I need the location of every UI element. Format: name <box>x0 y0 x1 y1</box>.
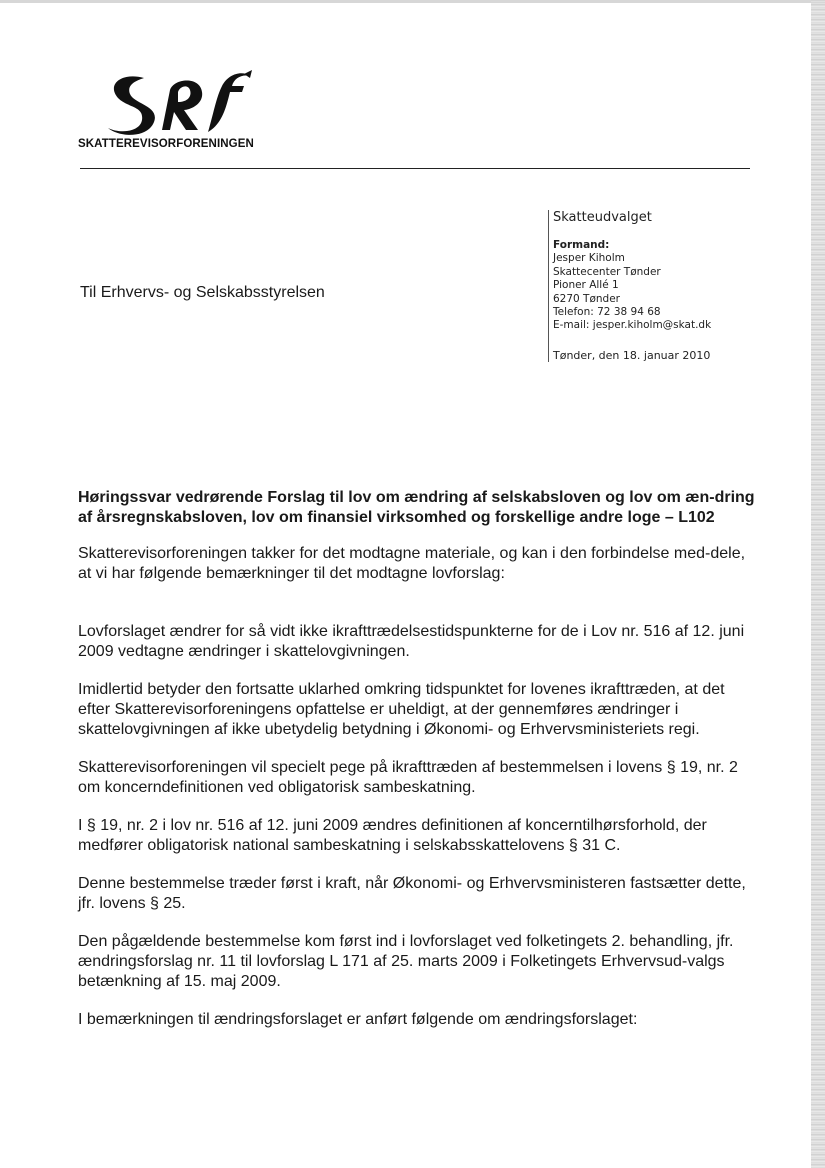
header-divider <box>80 168 750 169</box>
paragraph-1: Lovforslaget ændrer for så vidt ikke ikrafttrædelsestidspunkterne for de i Lov nr. 516 af 12. juni 2009 vedtagne ændringer i skattelovgivningen. <box>78 623 745 660</box>
sender-department: Skatteudvalget <box>553 210 652 225</box>
paragraph-intro: Skatterevisorforeningen takker for det modtagne materiale, og kan i den forbindelse med-dele, at vi har følgende bemærkninger til det modtagne lovforslag: <box>78 545 746 582</box>
sender-phone: Telefon: 72 38 94 68 <box>553 306 661 319</box>
organization-name: SKATTEREVISORFORENINGEN <box>78 138 254 150</box>
paragraph-3: Skatterevisorforeningen vil specielt pege på ikrafttræden af bestemmelsen i lovens § 19, nr. 2 om koncerndefinitionen ved obligatorisk sambeskatning. <box>78 759 738 796</box>
sender-office: Skattecenter Tønder <box>553 265 661 278</box>
sender-name: Jesper Kiholm <box>553 252 625 265</box>
organization-logo <box>78 62 278 152</box>
sender-email: E-mail: jesper.kiholm@skat.dk <box>553 319 712 332</box>
recipient: Til Erhvervs- og Selskabsstyrelsen <box>80 284 325 301</box>
letter-body <box>78 488 758 1048</box>
srf-logo-mark-icon <box>104 68 254 140</box>
paragraph-6: Den pågældende bestemmelse kom først ind i lovforslaget ved folketingets 2. behandling, jfr. ændringsforslag nr. 11 til lovforslag L 171 af 25. marts 2009 i Folketingets Erhvervsud-valgs betænkning af 15. maj 2009. <box>78 933 734 990</box>
sender-block <box>548 210 773 362</box>
paragraph-4: I § 19, nr. 2 i lov nr. 516 af 12. juni 2009 ændres definitionen af koncerntilhørsforhold, der medfører obligatorisk national sambeskatning i selskabsskattelovens § 31 C. <box>78 817 707 854</box>
paragraph-7: I bemærkningen til ændringsforslaget er anført følgende om ændringsforslaget: <box>78 1011 638 1028</box>
paragraph-5: Denne bestemmelse træder først i kraft, når Økonomi- og Erhvervsministeren fastsætter dette, jfr. lovens § 25. <box>78 875 746 912</box>
sender-role: Formand: <box>553 239 610 251</box>
paragraph-2: Imidlertid betyder den fortsatte uklarhed omkring tidspunktet for lovenes ikrafttræden, at det efter Skatterevisorforeningens opfattelse er uheldigt, at der gennemføres ændringer i skattelovgivningen af ikke ubetydelig betydning i Økonomi- og Erhvervsministeriets regi. <box>78 681 725 738</box>
letter-date: Tønder, den 18. januar 2010 <box>553 348 711 362</box>
scan-right-edge <box>811 0 825 1168</box>
scan-top-edge <box>0 0 825 3</box>
sender-street: Pioner Allé 1 <box>553 279 619 292</box>
sender-postal: 6270 Tønder <box>553 292 620 305</box>
letter-subject: Høringssvar vedrørende Forslag til lov om ændring af selskabsloven og lov om æn-dring af årsregnskabsloven, lov om finansiel virksomhed og forskellige andre loge – L102 <box>78 489 755 526</box>
